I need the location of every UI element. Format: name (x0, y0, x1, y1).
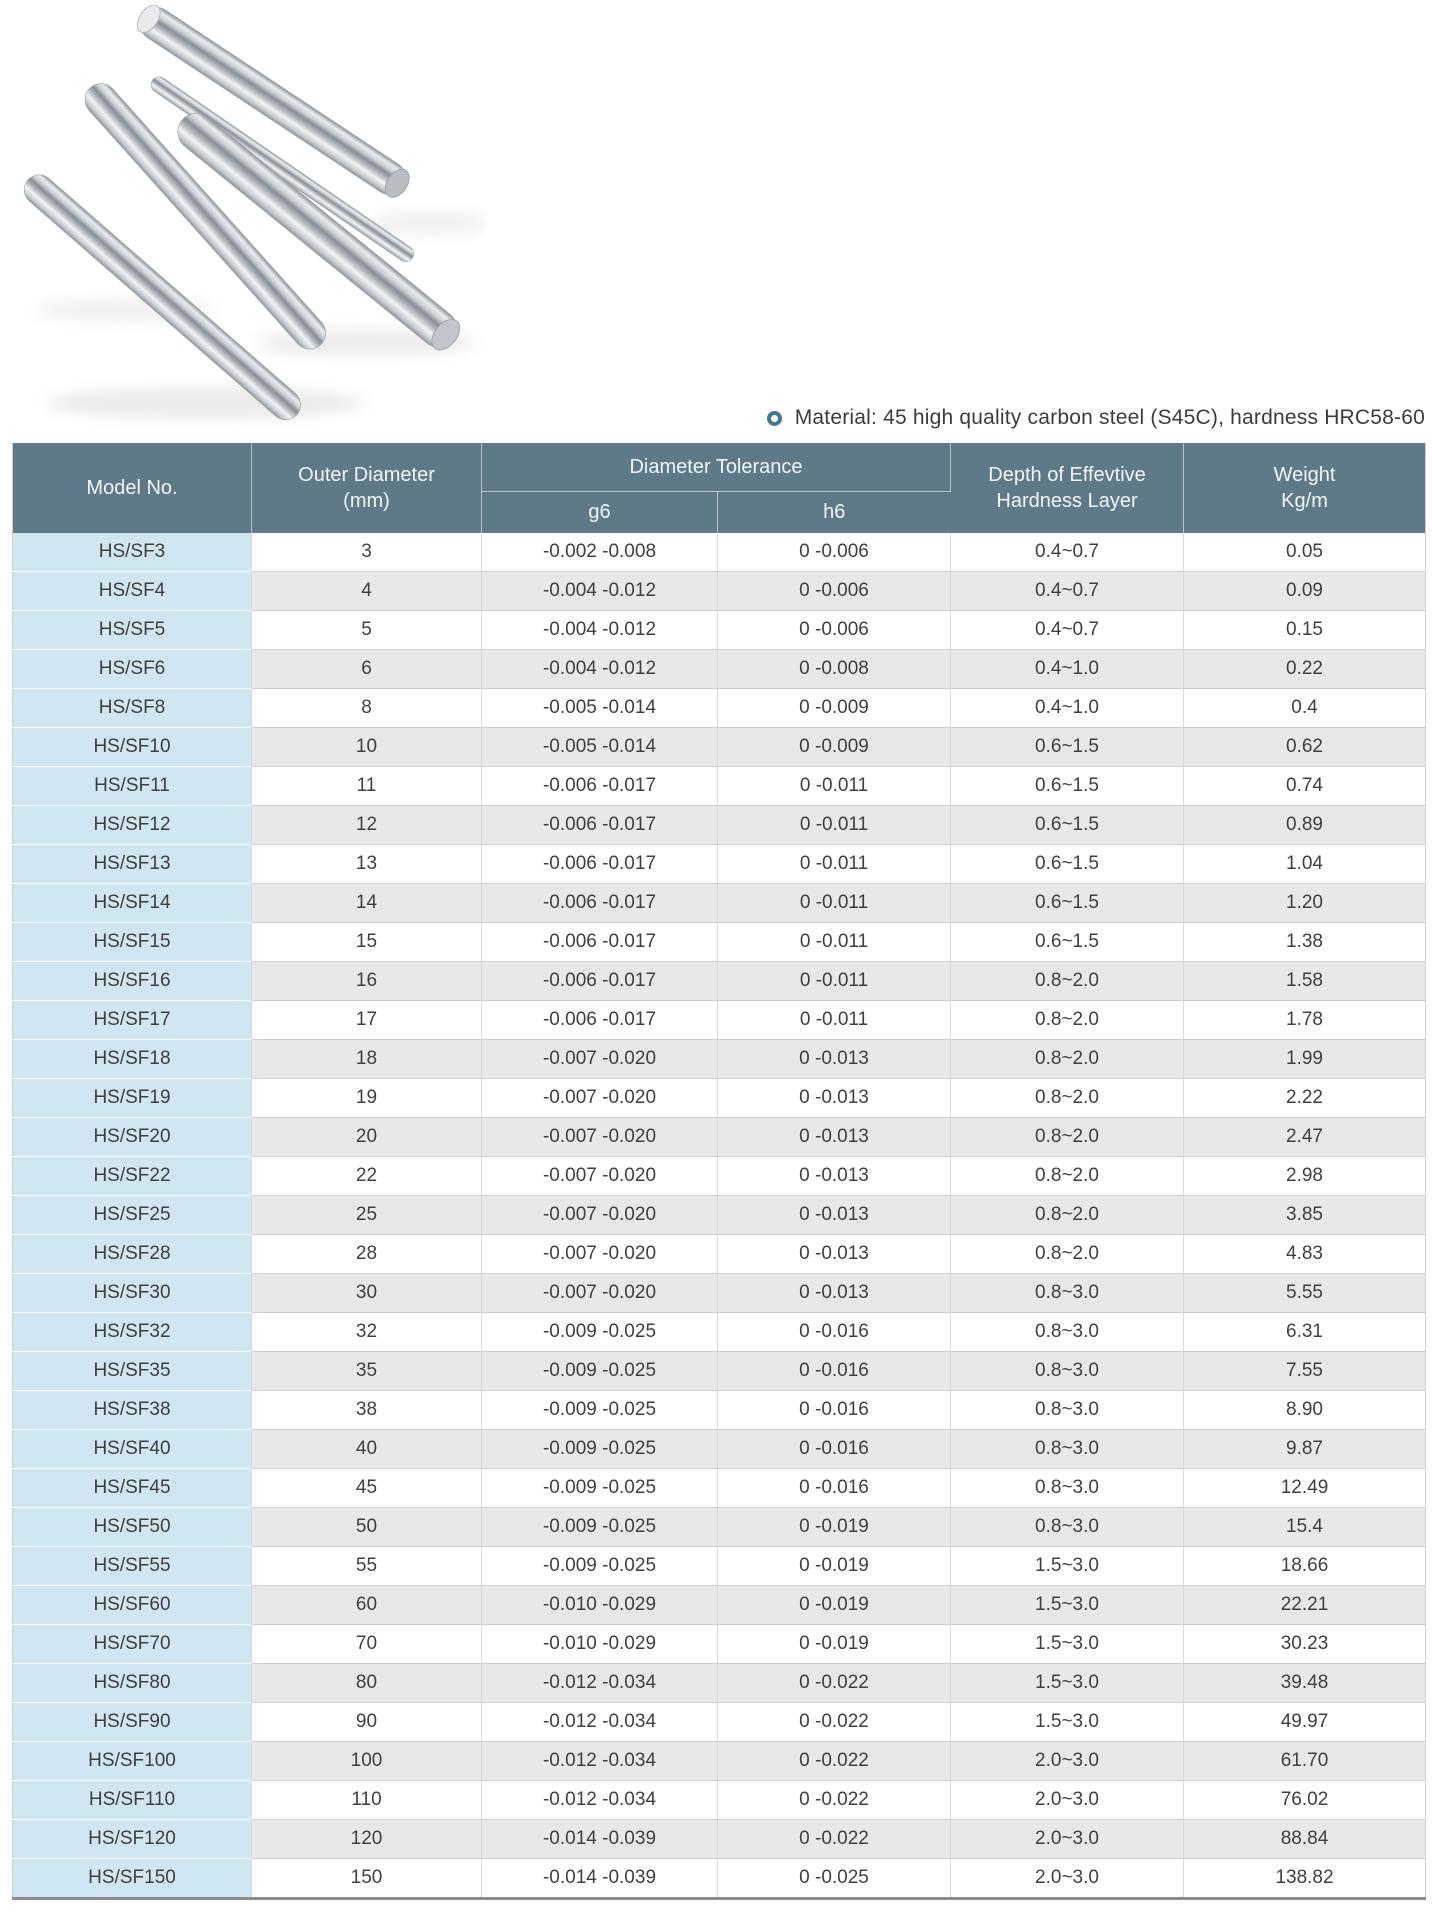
weight-cell: 1.58 (1184, 962, 1426, 1001)
weight-cell: 1.20 (1184, 884, 1426, 923)
model-no-cell: HS/SF40 (13, 1430, 252, 1469)
col-header-h6: h6 (718, 491, 951, 533)
h6-tolerance-cell: 0 -0.013 (718, 1235, 951, 1274)
g6-tolerance-cell: -0.006 -0.017 (482, 1001, 718, 1040)
g6-tolerance-cell: -0.005 -0.014 (482, 728, 718, 767)
weight-cell: 0.09 (1184, 572, 1426, 611)
model-no-cell: HS/SF20 (13, 1118, 252, 1157)
table-header (13, 443, 1426, 533)
outer-diameter-cell: 22 (252, 1157, 482, 1196)
table-row (13, 1859, 1426, 1899)
outer-diameter-cell: 18 (252, 1040, 482, 1079)
outer-diameter-cell: 12 (252, 806, 482, 845)
model-no-cell: HS/SF32 (13, 1313, 252, 1352)
outer-diameter-cell: 8 (252, 689, 482, 728)
outer-diameter-cell: 40 (252, 1430, 482, 1469)
model-no-cell: HS/SF28 (13, 1235, 252, 1274)
weight-cell: 4.83 (1184, 1235, 1426, 1274)
outer-diameter-cell: 30 (252, 1274, 482, 1313)
hardness-depth-cell: 0.8~3.0 (951, 1274, 1184, 1313)
weight-cell: 0.89 (1184, 806, 1426, 845)
col-header-outer-diameter: Outer Diameter (mm) (252, 443, 482, 533)
g6-tolerance-cell: -0.012 -0.034 (482, 1781, 718, 1820)
weight-cell: 9.87 (1184, 1430, 1426, 1469)
outer-diameter-cell: 120 (252, 1820, 482, 1859)
outer-diameter-cell: 6 (252, 650, 482, 689)
h6-tolerance-cell: 0 -0.022 (718, 1820, 951, 1859)
h6-tolerance-cell: 0 -0.009 (718, 689, 951, 728)
weight-cell: 1.99 (1184, 1040, 1426, 1079)
h6-tolerance-cell: 0 -0.016 (718, 1391, 951, 1430)
h6-tolerance-cell: 0 -0.019 (718, 1625, 951, 1664)
outer-diameter-cell: 110 (252, 1781, 482, 1820)
g6-tolerance-cell: -0.014 -0.039 (482, 1820, 718, 1859)
g6-tolerance-cell: -0.009 -0.025 (482, 1313, 718, 1352)
g6-tolerance-cell: -0.007 -0.020 (482, 1235, 718, 1274)
weight-cell: 30.23 (1184, 1625, 1426, 1664)
h6-tolerance-cell: 0 -0.011 (718, 962, 951, 1001)
hardness-depth-cell: 0.8~3.0 (951, 1352, 1184, 1391)
h6-tolerance-cell: 0 -0.006 (718, 533, 951, 572)
hardness-depth-cell: 0.6~1.5 (951, 884, 1184, 923)
h6-tolerance-cell: 0 -0.011 (718, 806, 951, 845)
col-header-hardness-depth: Depth of Effevtive Hardness Layer (951, 443, 1184, 533)
g6-tolerance-cell: -0.009 -0.025 (482, 1391, 718, 1430)
h6-tolerance-cell: 0 -0.013 (718, 1196, 951, 1235)
outer-diameter-cell: 35 (252, 1352, 482, 1391)
table-row (13, 1586, 1426, 1625)
table-row (13, 1547, 1426, 1586)
table-row (13, 1820, 1426, 1859)
h6-tolerance-cell: 0 -0.016 (718, 1430, 951, 1469)
hardness-depth-cell: 0.8~2.0 (951, 962, 1184, 1001)
table-row (13, 1196, 1426, 1235)
table-row (13, 650, 1426, 689)
hardness-depth-cell: 0.8~2.0 (951, 1196, 1184, 1235)
table-row (13, 767, 1426, 806)
h6-tolerance-cell: 0 -0.006 (718, 611, 951, 650)
model-no-cell: HS/SF70 (13, 1625, 252, 1664)
table-body (13, 533, 1426, 1899)
table-row (13, 1469, 1426, 1508)
h6-tolerance-cell: 0 -0.022 (718, 1664, 951, 1703)
h6-tolerance-cell: 0 -0.006 (718, 572, 951, 611)
model-no-cell: HS/SF5 (13, 611, 252, 650)
model-no-cell: HS/SF16 (13, 962, 252, 1001)
model-no-cell: HS/SF22 (13, 1157, 252, 1196)
table-row (13, 1118, 1426, 1157)
g6-tolerance-cell: -0.009 -0.025 (482, 1469, 718, 1508)
weight-cell: 8.90 (1184, 1391, 1426, 1430)
outer-diameter-cell: 25 (252, 1196, 482, 1235)
table-row (13, 1703, 1426, 1742)
weight-cell: 88.84 (1184, 1820, 1426, 1859)
hardness-depth-cell: 1.5~3.0 (951, 1586, 1184, 1625)
outer-diameter-cell: 38 (252, 1391, 482, 1430)
model-no-cell: HS/SF80 (13, 1664, 252, 1703)
model-no-cell: HS/SF90 (13, 1703, 252, 1742)
outer-diameter-cell: 90 (252, 1703, 482, 1742)
g6-tolerance-cell: -0.010 -0.029 (482, 1625, 718, 1664)
model-no-cell: HS/SF60 (13, 1586, 252, 1625)
hardness-depth-cell: 1.5~3.0 (951, 1664, 1184, 1703)
model-no-cell: HS/SF4 (13, 572, 252, 611)
model-no-cell: HS/SF17 (13, 1001, 252, 1040)
model-no-cell: HS/SF150 (13, 1859, 252, 1899)
h6-tolerance-cell: 0 -0.016 (718, 1469, 951, 1508)
table-row (13, 1235, 1426, 1274)
model-no-cell: HS/SF30 (13, 1274, 252, 1313)
table-row (13, 1430, 1426, 1469)
model-no-cell: HS/SF35 (13, 1352, 252, 1391)
outer-diameter-cell: 55 (252, 1547, 482, 1586)
weight-cell: 2.98 (1184, 1157, 1426, 1196)
outer-diameter-cell: 10 (252, 728, 482, 767)
g6-tolerance-cell: -0.007 -0.020 (482, 1079, 718, 1118)
outer-diameter-cell: 17 (252, 1001, 482, 1040)
hardness-depth-cell: 0.8~3.0 (951, 1313, 1184, 1352)
g6-tolerance-cell: -0.012 -0.034 (482, 1664, 718, 1703)
g6-tolerance-cell: -0.006 -0.017 (482, 962, 718, 1001)
hardness-depth-cell: 0.8~3.0 (951, 1391, 1184, 1430)
h6-tolerance-cell: 0 -0.022 (718, 1742, 951, 1781)
model-no-cell: HS/SF38 (13, 1391, 252, 1430)
weight-cell: 5.55 (1184, 1274, 1426, 1313)
hardness-depth-cell: 0.4~1.0 (951, 650, 1184, 689)
table-row (13, 533, 1426, 572)
outer-diameter-cell: 3 (252, 533, 482, 572)
weight-cell: 18.66 (1184, 1547, 1426, 1586)
model-no-cell: HS/SF13 (13, 845, 252, 884)
h6-tolerance-cell: 0 -0.009 (718, 728, 951, 767)
table-row (13, 1079, 1426, 1118)
hardness-depth-cell: 0.8~2.0 (951, 1235, 1184, 1274)
g6-tolerance-cell: -0.009 -0.025 (482, 1508, 718, 1547)
model-no-cell: HS/SF18 (13, 1040, 252, 1079)
hardness-depth-cell: 0.6~1.5 (951, 845, 1184, 884)
model-no-cell: HS/SF8 (13, 689, 252, 728)
spec-table (12, 443, 1426, 1900)
weight-cell: 22.21 (1184, 1586, 1426, 1625)
material-note-text: Material: 45 high quality carbon steel (S45C), hardness HRC58-60 (794, 406, 1425, 429)
table-row (13, 923, 1426, 962)
h6-tolerance-cell: 0 -0.011 (718, 767, 951, 806)
g6-tolerance-cell: -0.004 -0.012 (482, 611, 718, 650)
hardness-depth-cell: 1.5~3.0 (951, 1547, 1184, 1586)
outer-diameter-cell: 5 (252, 611, 482, 650)
weight-cell: 0.62 (1184, 728, 1426, 767)
model-no-cell: HS/SF14 (13, 884, 252, 923)
model-no-cell: HS/SF25 (13, 1196, 252, 1235)
h6-tolerance-cell: 0 -0.019 (718, 1508, 951, 1547)
model-no-cell: HS/SF110 (13, 1781, 252, 1820)
hardness-depth-cell: 0.8~2.0 (951, 1040, 1184, 1079)
g6-tolerance-cell: -0.006 -0.017 (482, 767, 718, 806)
weight-cell: 2.47 (1184, 1118, 1426, 1157)
model-no-cell: HS/SF6 (13, 650, 252, 689)
hardness-depth-cell: 0.8~2.0 (951, 1118, 1184, 1157)
h6-tolerance-cell: 0 -0.019 (718, 1586, 951, 1625)
g6-tolerance-cell: -0.010 -0.029 (482, 1586, 718, 1625)
table-row (13, 1391, 1426, 1430)
weight-cell: 0.05 (1184, 533, 1426, 572)
outer-diameter-cell: 50 (252, 1508, 482, 1547)
g6-tolerance-cell: -0.005 -0.014 (482, 689, 718, 728)
weight-cell: 138.82 (1184, 1859, 1426, 1899)
g6-tolerance-cell: -0.004 -0.012 (482, 650, 718, 689)
table-row (13, 884, 1426, 923)
g6-tolerance-cell: -0.009 -0.025 (482, 1430, 718, 1469)
weight-cell: 76.02 (1184, 1781, 1426, 1820)
steel-rods-illustration (15, 5, 485, 435)
table-row (13, 1001, 1426, 1040)
h6-tolerance-cell: 0 -0.011 (718, 923, 951, 962)
g6-tolerance-cell: -0.014 -0.039 (482, 1859, 718, 1899)
g6-tolerance-cell: -0.006 -0.017 (482, 845, 718, 884)
h6-tolerance-cell: 0 -0.016 (718, 1352, 951, 1391)
hardness-depth-cell: 0.8~3.0 (951, 1508, 1184, 1547)
hardness-depth-cell: 2.0~3.0 (951, 1820, 1184, 1859)
g6-tolerance-cell: -0.002 -0.008 (482, 533, 718, 572)
table-row (13, 1313, 1426, 1352)
hardness-depth-cell: 1.5~3.0 (951, 1625, 1184, 1664)
outer-diameter-cell: 100 (252, 1742, 482, 1781)
model-no-cell: HS/SF11 (13, 767, 252, 806)
hardness-depth-cell: 0.4~0.7 (951, 533, 1184, 572)
weight-cell: 0.15 (1184, 611, 1426, 650)
hardness-depth-cell: 0.8~3.0 (951, 1430, 1184, 1469)
table-row (13, 1157, 1426, 1196)
col-header-weight: Weight Kg/m (1184, 443, 1426, 533)
h6-tolerance-cell: 0 -0.011 (718, 884, 951, 923)
model-no-cell: HS/SF55 (13, 1547, 252, 1586)
g6-tolerance-cell: -0.007 -0.020 (482, 1157, 718, 1196)
weight-cell: 2.22 (1184, 1079, 1426, 1118)
h6-tolerance-cell: 0 -0.008 (718, 650, 951, 689)
h6-tolerance-cell: 0 -0.011 (718, 1001, 951, 1040)
model-no-cell: HS/SF50 (13, 1508, 252, 1547)
h6-tolerance-cell: 0 -0.022 (718, 1703, 951, 1742)
hardness-depth-cell: 0.6~1.5 (951, 923, 1184, 962)
outer-diameter-cell: 20 (252, 1118, 482, 1157)
table-row (13, 1742, 1426, 1781)
h6-tolerance-cell: 0 -0.013 (718, 1157, 951, 1196)
table-row (13, 1352, 1426, 1391)
weight-cell: 7.55 (1184, 1352, 1426, 1391)
table-row (13, 1781, 1426, 1820)
hardness-depth-cell: 0.8~3.0 (951, 1469, 1184, 1508)
outer-diameter-cell: 32 (252, 1313, 482, 1352)
table-row (13, 689, 1426, 728)
weight-cell: 0.22 (1184, 650, 1426, 689)
model-no-cell: HS/SF120 (13, 1820, 252, 1859)
weight-cell: 1.38 (1184, 923, 1426, 962)
ring-bullet-icon (767, 411, 782, 426)
hardness-depth-cell: 0.6~1.5 (951, 806, 1184, 845)
weight-cell: 15.4 (1184, 1508, 1426, 1547)
h6-tolerance-cell: 0 -0.013 (718, 1079, 951, 1118)
material-note (12, 406, 1425, 430)
table-row (13, 962, 1426, 1001)
outer-diameter-cell: 19 (252, 1079, 482, 1118)
outer-diameter-cell: 28 (252, 1235, 482, 1274)
table-row (13, 806, 1426, 845)
g6-tolerance-cell: -0.012 -0.034 (482, 1742, 718, 1781)
weight-cell: 0.4 (1184, 689, 1426, 728)
weight-cell: 12.49 (1184, 1469, 1426, 1508)
hardness-depth-cell: 2.0~3.0 (951, 1781, 1184, 1820)
outer-diameter-cell: 16 (252, 962, 482, 1001)
table-row (13, 1664, 1426, 1703)
model-no-cell: HS/SF19 (13, 1079, 252, 1118)
g6-tolerance-cell: -0.009 -0.025 (482, 1547, 718, 1586)
h6-tolerance-cell: 0 -0.013 (718, 1274, 951, 1313)
weight-cell: 6.31 (1184, 1313, 1426, 1352)
h6-tolerance-cell: 0 -0.019 (718, 1547, 951, 1586)
outer-diameter-cell: 60 (252, 1586, 482, 1625)
g6-tolerance-cell: -0.007 -0.020 (482, 1040, 718, 1079)
g6-tolerance-cell: -0.007 -0.020 (482, 1196, 718, 1235)
hardness-depth-cell: 0.6~1.5 (951, 728, 1184, 767)
g6-tolerance-cell: -0.012 -0.034 (482, 1703, 718, 1742)
g6-tolerance-cell: -0.007 -0.020 (482, 1118, 718, 1157)
h6-tolerance-cell: 0 -0.022 (718, 1781, 951, 1820)
model-no-cell: HS/SF3 (13, 533, 252, 572)
col-header-model-no: Model No. (13, 443, 252, 533)
g6-tolerance-cell: -0.004 -0.012 (482, 572, 718, 611)
h6-tolerance-cell: 0 -0.016 (718, 1313, 951, 1352)
h6-tolerance-cell: 0 -0.013 (718, 1040, 951, 1079)
g6-tolerance-cell: -0.006 -0.017 (482, 806, 718, 845)
model-no-cell: HS/SF45 (13, 1469, 252, 1508)
hardness-depth-cell: 0.4~0.7 (951, 572, 1184, 611)
model-no-cell: HS/SF100 (13, 1742, 252, 1781)
table-row (13, 1040, 1426, 1079)
outer-diameter-cell: 11 (252, 767, 482, 806)
hardness-depth-cell: 0.6~1.5 (951, 767, 1184, 806)
weight-cell: 49.97 (1184, 1703, 1426, 1742)
weight-cell: 3.85 (1184, 1196, 1426, 1235)
table-row (13, 611, 1426, 650)
steel-shafts-photo (15, 5, 485, 435)
hardness-depth-cell: 1.5~3.0 (951, 1703, 1184, 1742)
hardness-depth-cell: 0.8~2.0 (951, 1079, 1184, 1118)
model-no-cell: HS/SF15 (13, 923, 252, 962)
outer-diameter-cell: 80 (252, 1664, 482, 1703)
col-header-g6: g6 (482, 491, 718, 533)
h6-tolerance-cell: 0 -0.011 (718, 845, 951, 884)
table-row (13, 572, 1426, 611)
weight-cell: 61.70 (1184, 1742, 1426, 1781)
outer-diameter-cell: 13 (252, 845, 482, 884)
g6-tolerance-cell: -0.009 -0.025 (482, 1352, 718, 1391)
col-header-diameter-tolerance: Diameter Tolerance (482, 443, 951, 491)
outer-diameter-cell: 4 (252, 572, 482, 611)
outer-diameter-cell: 15 (252, 923, 482, 962)
weight-cell: 39.48 (1184, 1664, 1426, 1703)
hardness-depth-cell: 0.4~0.7 (951, 611, 1184, 650)
model-no-cell: HS/SF10 (13, 728, 252, 767)
weight-cell: 1.04 (1184, 845, 1426, 884)
hardness-depth-cell: 0.8~2.0 (951, 1001, 1184, 1040)
table-row (13, 1274, 1426, 1313)
weight-cell: 0.74 (1184, 767, 1426, 806)
g6-tolerance-cell: -0.006 -0.017 (482, 884, 718, 923)
outer-diameter-cell: 150 (252, 1859, 482, 1899)
g6-tolerance-cell: -0.006 -0.017 (482, 923, 718, 962)
hardness-depth-cell: 2.0~3.0 (951, 1742, 1184, 1781)
outer-diameter-cell: 70 (252, 1625, 482, 1664)
table-row (13, 728, 1426, 767)
hardness-depth-cell: 0.8~2.0 (951, 1157, 1184, 1196)
hardness-depth-cell: 2.0~3.0 (951, 1859, 1184, 1899)
model-no-cell: HS/SF12 (13, 806, 252, 845)
h6-tolerance-cell: 0 -0.025 (718, 1859, 951, 1899)
table-row (13, 845, 1426, 884)
outer-diameter-cell: 45 (252, 1469, 482, 1508)
table-row (13, 1508, 1426, 1547)
weight-cell: 1.78 (1184, 1001, 1426, 1040)
hardness-depth-cell: 0.4~1.0 (951, 689, 1184, 728)
table-row (13, 1625, 1426, 1664)
outer-diameter-cell: 14 (252, 884, 482, 923)
h6-tolerance-cell: 0 -0.013 (718, 1118, 951, 1157)
g6-tolerance-cell: -0.007 -0.020 (482, 1274, 718, 1313)
